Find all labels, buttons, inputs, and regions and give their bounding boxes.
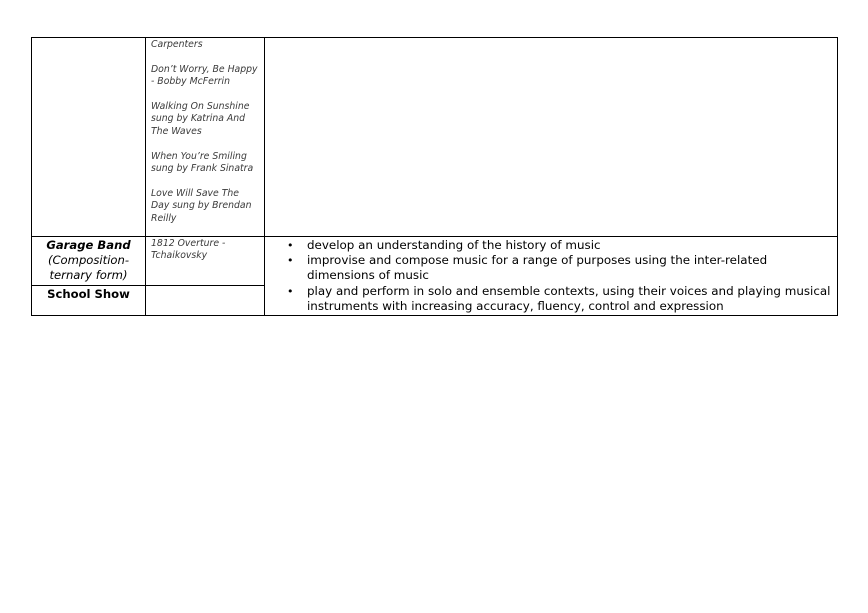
unit-cell bbox=[32, 286, 146, 316]
bullet-icon: • bbox=[287, 254, 294, 268]
unit-subtitle: (Composition- ternary form) bbox=[47, 253, 130, 283]
song-item: Walking On Sunshine sung by Katrina And The Waves bbox=[151, 101, 250, 137]
songs-cell bbox=[146, 237, 265, 286]
objective-text: play and perform in solo and ensemble contexts, using their voices and playing musical instruments with increasing accuracy, fluency, control and expression bbox=[307, 283, 831, 313]
song-item: Carpenters bbox=[151, 39, 203, 50]
list-item bbox=[287, 283, 833, 314]
bullet-icon: • bbox=[287, 284, 294, 298]
list-item bbox=[287, 238, 833, 253]
table-row bbox=[32, 38, 838, 237]
objective-text: improvise and compose music for a range of purposes using the inter-related dimensions of music bbox=[307, 253, 768, 283]
unit-title: Garage Band bbox=[46, 238, 131, 252]
objectives-cell bbox=[265, 237, 838, 316]
list-item bbox=[287, 253, 833, 283]
songs-cell bbox=[146, 38, 265, 237]
objective-text: develop an understanding of the history of music bbox=[307, 238, 601, 252]
table-row bbox=[32, 237, 838, 286]
unit-cell bbox=[32, 237, 146, 286]
objectives-list bbox=[265, 237, 837, 315]
song-item: Don’t Worry, Be Happy - Bobby McFerrin bbox=[151, 63, 258, 88]
song-item: 1812 Overture - Tchaikovsky bbox=[151, 238, 226, 262]
song-item: When You’re Smiling sung by Frank Sinatra bbox=[151, 150, 254, 175]
objectives-cell-empty bbox=[265, 38, 838, 237]
songs-cell-empty bbox=[146, 286, 265, 316]
music-curriculum-table bbox=[31, 37, 838, 316]
unit-cell-empty bbox=[32, 38, 146, 237]
song-item: Love Will Save The Day sung by Brendan Reilly bbox=[151, 187, 252, 224]
unit-title: School Show bbox=[47, 287, 130, 302]
bullet-icon: • bbox=[287, 239, 294, 252]
